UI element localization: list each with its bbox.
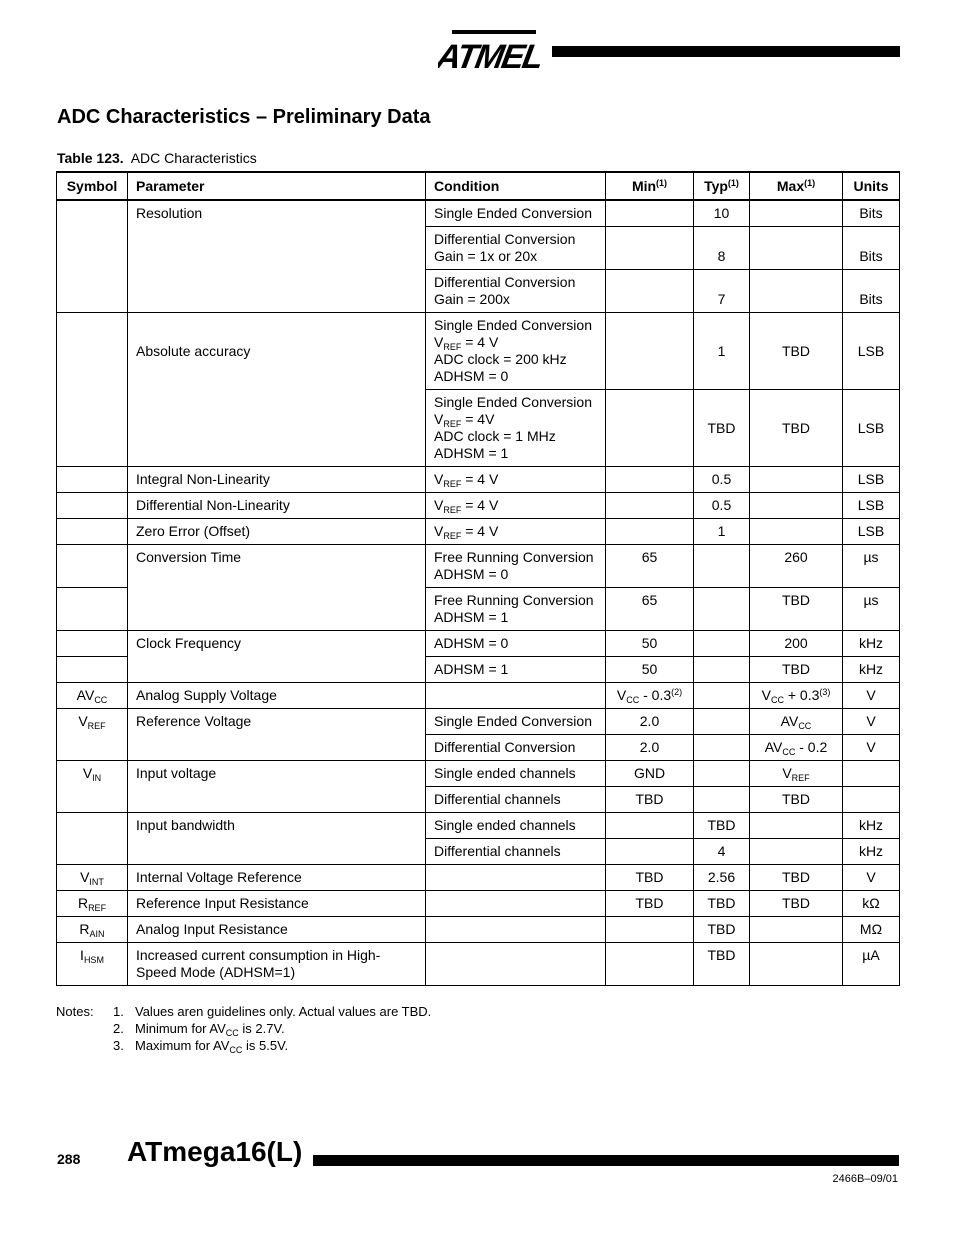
units-cell: V	[843, 709, 900, 735]
notes-label: Notes:	[56, 1004, 94, 1019]
header-min: Min$^{(1)}$	[606, 172, 694, 200]
note-item: 2. Minimum for $AV_{CC}$ is 2.7V.	[113, 1021, 285, 1038]
max-cell: 200	[750, 631, 843, 657]
typ-cell: 0.5	[694, 467, 750, 493]
condition-cell: Differential channels	[426, 787, 606, 813]
parameter-cell: Reference Voltage	[128, 709, 426, 761]
min-cell	[606, 493, 694, 519]
parameter-cell: Internal Voltage Reference	[128, 865, 426, 891]
typ-cell	[694, 631, 750, 657]
typ-cell	[694, 735, 750, 761]
typ-cell: 0.5	[694, 493, 750, 519]
condition-cell	[426, 683, 606, 709]
document-code: 2466B–09/01	[832, 1173, 898, 1185]
max-cell: TBD	[750, 588, 843, 631]
table-caption	[57, 150, 257, 166]
max-cell: 260	[750, 545, 843, 588]
symbol-cell: $R_{AIN}$	[57, 917, 128, 943]
condition-cell: Single ended channels	[426, 813, 606, 839]
parameter-cell: Input bandwidth	[128, 813, 426, 865]
typ-cell: TBD	[694, 917, 750, 943]
parameter-cell: Analog Supply Voltage	[128, 683, 426, 709]
condition-cell: Single Ended Conversion $V_{REF} = 4V$ ADC clock = 1 MHz ADHSM = 1	[426, 390, 606, 467]
symbol-cell	[57, 313, 128, 467]
parameter-cell: Analog Input Resistance	[128, 917, 426, 943]
min-cell: 65	[606, 545, 694, 588]
condition-cell	[426, 917, 606, 943]
units-cell	[843, 761, 900, 787]
units-cell: µA	[843, 943, 900, 986]
units-cell: MΩ	[843, 917, 900, 943]
min-cell: 65	[606, 588, 694, 631]
units-cell: Bits	[843, 227, 900, 270]
header-symbol: Symbol	[57, 172, 128, 200]
typ-cell	[694, 657, 750, 683]
units-cell: kΩ	[843, 891, 900, 917]
max-cell: TBD	[750, 390, 843, 467]
symbol-cell: $V_{INT}$	[57, 865, 128, 891]
units-cell: µs	[843, 588, 900, 631]
table-row	[57, 943, 900, 986]
typ-cell: 4	[694, 839, 750, 865]
typ-cell	[694, 545, 750, 588]
typ-cell: 10	[694, 200, 750, 227]
condition-cell	[426, 891, 606, 917]
typ-cell: TBD	[694, 943, 750, 986]
min-cell	[606, 200, 694, 227]
max-cell	[750, 519, 843, 545]
header-parameter: Parameter	[128, 172, 426, 200]
header-max: Max$^{(1)}$	[750, 172, 843, 200]
max-cell: TBD	[750, 787, 843, 813]
symbol-cell	[57, 657, 128, 683]
symbol-cell	[57, 493, 128, 519]
condition-cell: ADHSM = 0	[426, 631, 606, 657]
typ-cell: 1	[694, 313, 750, 390]
max-cell	[750, 227, 843, 270]
header-units: Units	[843, 172, 900, 200]
parameter-cell: Absolute accuracy	[128, 313, 426, 467]
table-row	[57, 519, 900, 545]
symbol-cell	[57, 588, 128, 631]
table-number: Table 123.	[57, 150, 124, 166]
units-cell: Bits	[843, 270, 900, 313]
min-cell: TBD	[606, 787, 694, 813]
header-typ: Typ$^{(1)}$	[694, 172, 750, 200]
units-cell: µs	[843, 545, 900, 588]
min-cell: GND	[606, 761, 694, 787]
max-cell	[750, 270, 843, 313]
symbol-cell	[57, 467, 128, 493]
typ-cell: TBD	[694, 813, 750, 839]
footer-rule	[313, 1155, 899, 1166]
typ-cell: 7	[694, 270, 750, 313]
condition-cell: Differential Conversion Gain = 200x	[426, 270, 606, 313]
typ-cell: TBD	[694, 390, 750, 467]
units-cell: kHz	[843, 631, 900, 657]
min-cell	[606, 839, 694, 865]
max-cell: $V_{REF}$	[750, 761, 843, 787]
table-title: ADC Characteristics	[130, 150, 257, 166]
table-row	[57, 917, 900, 943]
max-cell: $V_{CC} + 0.3^{(3)}$	[750, 683, 843, 709]
typ-cell: TBD	[694, 891, 750, 917]
table-row	[57, 683, 900, 709]
parameter-cell: Increased current consumption in High- Speed Mode (ADHSM=1)	[128, 943, 426, 986]
max-cell: $AV_{CC} - 0.2$	[750, 735, 843, 761]
typ-cell: 2.56	[694, 865, 750, 891]
symbol-cell: $I_{HSM}$	[57, 943, 128, 986]
adc-characteristics-table	[56, 171, 900, 986]
units-cell: V	[843, 683, 900, 709]
parameter-cell: Reference Input Resistance	[128, 891, 426, 917]
typ-cell	[694, 761, 750, 787]
symbol-cell: $V_{REF}$	[57, 709, 128, 761]
symbol-cell	[57, 200, 128, 313]
max-cell: TBD	[750, 313, 843, 390]
units-cell: Bits	[843, 200, 900, 227]
max-cell	[750, 917, 843, 943]
table-row	[57, 313, 900, 390]
table-row	[57, 545, 900, 588]
units-cell: kHz	[843, 813, 900, 839]
parameter-cell: Integral Non-Linearity	[128, 467, 426, 493]
min-cell	[606, 390, 694, 467]
condition-cell: ADHSM = 1	[426, 657, 606, 683]
typ-cell: 1	[694, 519, 750, 545]
parameter-cell: Zero Error (Offset)	[128, 519, 426, 545]
condition-cell	[426, 943, 606, 986]
min-cell	[606, 467, 694, 493]
max-cell	[750, 839, 843, 865]
units-cell: kHz	[843, 839, 900, 865]
units-cell: LSB	[843, 467, 900, 493]
symbol-cell: $V_{IN}$	[57, 761, 128, 813]
min-cell: TBD	[606, 891, 694, 917]
parameter-cell: Input voltage	[128, 761, 426, 813]
condition-cell: Single Ended Conversion $V_{REF} = 4$ V ADC clock = 200 kHz ADHSM = 0	[426, 313, 606, 390]
max-cell	[750, 467, 843, 493]
condition-cell: Single Ended Conversion	[426, 200, 606, 227]
table-header-row	[57, 172, 900, 200]
min-cell	[606, 917, 694, 943]
condition-cell	[426, 865, 606, 891]
condition-cell: $V_{REF} = 4$ V	[426, 493, 606, 519]
max-cell	[750, 813, 843, 839]
max-cell: TBD	[750, 891, 843, 917]
min-cell	[606, 943, 694, 986]
min-cell: TBD	[606, 865, 694, 891]
parameter-cell: Clock Frequency	[128, 631, 426, 683]
units-cell: LSB	[843, 493, 900, 519]
units-cell: LSB	[843, 313, 900, 390]
min-cell: 2.0	[606, 709, 694, 735]
max-cell: TBD	[750, 865, 843, 891]
typ-cell	[694, 683, 750, 709]
min-cell: 2.0	[606, 735, 694, 761]
section-title: ADC Characteristics – Preliminary Data	[57, 106, 431, 128]
symbol-cell	[57, 519, 128, 545]
header-rule	[552, 46, 900, 57]
symbol-cell	[57, 631, 128, 657]
condition-cell: Differential channels	[426, 839, 606, 865]
condition-cell: Free Running Conversion ADHSM = 0	[426, 545, 606, 588]
table-row	[57, 467, 900, 493]
parameter-cell: Differential Non-Linearity	[128, 493, 426, 519]
min-cell	[606, 227, 694, 270]
min-cell	[606, 813, 694, 839]
units-cell: V	[843, 865, 900, 891]
units-cell: LSB	[843, 519, 900, 545]
condition-cell: Free Running Conversion ADHSM = 1	[426, 588, 606, 631]
condition-cell: Differential Conversion	[426, 735, 606, 761]
max-cell	[750, 200, 843, 227]
max-cell: TBD	[750, 657, 843, 683]
min-cell	[606, 313, 694, 390]
units-cell: V	[843, 735, 900, 761]
typ-cell: 8	[694, 227, 750, 270]
table-notes	[56, 1003, 431, 1054]
parameter-cell: Conversion Time	[128, 545, 426, 631]
typ-cell	[694, 588, 750, 631]
typ-cell	[694, 709, 750, 735]
max-cell	[750, 493, 843, 519]
symbol-cell: $AV_{CC}$	[57, 683, 128, 709]
table-row	[57, 709, 900, 735]
table-row	[57, 631, 900, 657]
note-item: Notes: 1. Values aren guidelines only. Actual values are TBD.	[56, 1004, 432, 1019]
symbol-cell: $R_{REF}$	[57, 891, 128, 917]
units-cell	[843, 787, 900, 813]
page-number: 288	[57, 1151, 81, 1167]
max-cell: $AV_{CC}$	[750, 709, 843, 735]
symbol-cell	[57, 813, 128, 865]
condition-cell: Single Ended Conversion	[426, 709, 606, 735]
footer-title: ATmega16(L)	[127, 1136, 303, 1167]
min-cell	[606, 270, 694, 313]
min-cell	[606, 519, 694, 545]
table-row	[57, 813, 900, 839]
units-cell: LSB	[843, 390, 900, 467]
table-row	[57, 493, 900, 519]
table-row	[57, 891, 900, 917]
table-row	[57, 865, 900, 891]
condition-cell: Single ended channels	[426, 761, 606, 787]
table-row	[57, 200, 900, 227]
condition-cell: $V_{REF} = 4$ V	[426, 467, 606, 493]
max-cell	[750, 943, 843, 986]
symbol-cell	[57, 545, 128, 588]
parameter-cell: Resolution	[128, 200, 426, 313]
typ-cell	[694, 787, 750, 813]
units-cell: kHz	[843, 657, 900, 683]
logo-text: ATMEL	[438, 38, 542, 76]
header-condition: Condition	[426, 172, 606, 200]
condition-cell: Differential Conversion Gain = 1x or 20x	[426, 227, 606, 270]
atmel-logo	[438, 28, 542, 83]
table-row	[57, 761, 900, 787]
min-cell: $V_{CC} - 0.3^{(2)}$	[606, 683, 694, 709]
min-cell: 50	[606, 631, 694, 657]
condition-cell: $V_{REF} = 4$ V	[426, 519, 606, 545]
min-cell: 50	[606, 657, 694, 683]
note-item: 3. Maximum for $AV_{CC}$ is 5.5V.	[113, 1038, 289, 1055]
